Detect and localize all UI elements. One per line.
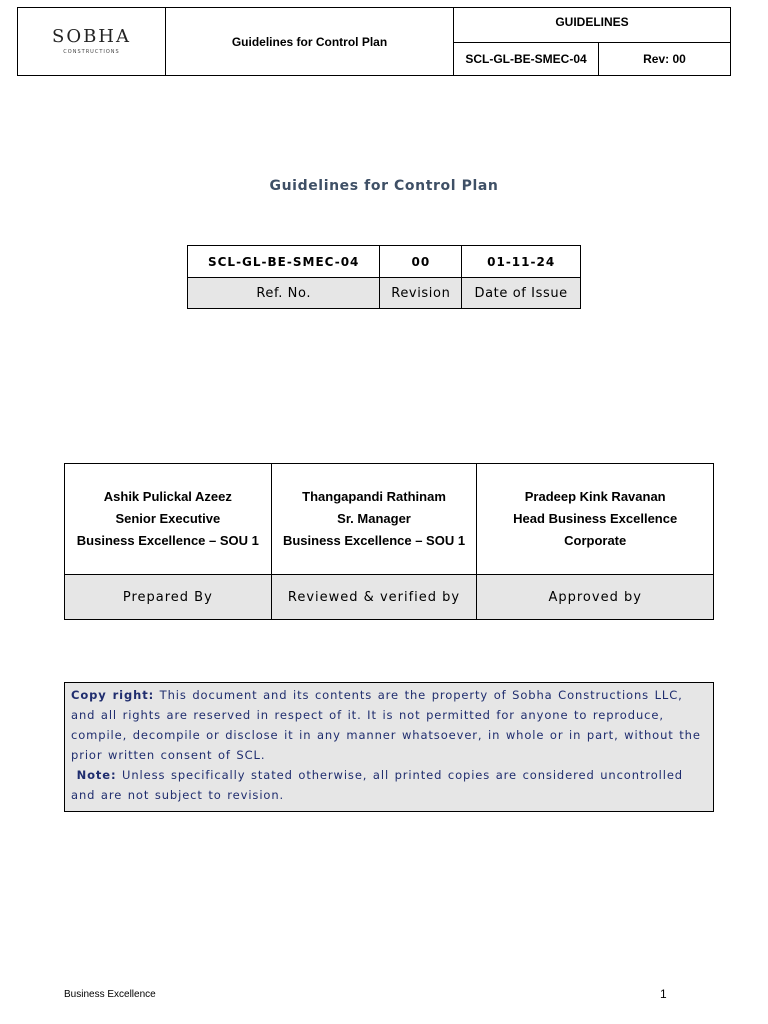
prepared-by-label: Prepared By (65, 575, 272, 620)
revision-label: Revision (380, 278, 462, 309)
logo-wordmark: SOBHA (51, 26, 131, 47)
date-of-issue-value: 01-11-24 (462, 246, 581, 278)
table-row (188, 246, 581, 278)
header-title: Guidelines for Control Plan (166, 8, 454, 75)
preparer-name: Ashik Pulickal Azeez (103, 489, 232, 504)
copyright-text: This document and its contents are the property of Sobha Constructions LLC, and all rights are reserved in respect of it. It is not permitted for anyone to reproduce, compile, decompile or disclose it in any manner whatsoever, in whole or in part, without the prior written consent of SCL. (71, 688, 701, 762)
header-doc-type: GUIDELINES (454, 8, 730, 43)
approver-title: Head Business Excellence (513, 511, 678, 526)
reviewer-dept: Business Excellence – SOU 1 (282, 533, 466, 548)
preparer-cell (65, 464, 272, 575)
note-text: Unless specifically stated otherwise, all printed copies are considered uncontrolled and are not subject to revision. (71, 768, 684, 802)
reviewer-cell (271, 464, 477, 575)
approver-cell (477, 464, 714, 575)
ref-no-label: Ref. No. (188, 278, 380, 309)
logo-subtext: CONSTRUCTIONS (63, 49, 120, 55)
header-revision: Rev: 00 (643, 52, 686, 66)
footer-department: Business Excellence (64, 989, 156, 1000)
note-label: Note: (76, 768, 117, 782)
table-row (65, 464, 714, 575)
table-row (188, 278, 581, 309)
approver-name: Pradeep Kink Ravanan (524, 489, 666, 504)
copyright-notice (64, 682, 714, 812)
reference-table (187, 245, 581, 309)
page-number: 1 (660, 987, 667, 1001)
preparer-title: Senior Executive (115, 511, 221, 526)
company-logo (18, 8, 166, 75)
approval-table (64, 463, 714, 620)
reviewer-name: Thangapandi Rathinam (302, 489, 446, 504)
date-of-issue-label: Date of Issue (462, 278, 581, 309)
preparer-dept: Business Excellence – SOU 1 (76, 533, 259, 548)
ref-no-value: SCL-GL-BE-SMEC-04 (188, 246, 380, 278)
reviewer-title: Sr. Manager (337, 511, 411, 526)
approved-by-label: Approved by (477, 575, 714, 620)
document-title: Guidelines for Control Plan (269, 178, 499, 194)
reviewed-by-label: Reviewed & verified by (271, 575, 477, 620)
revision-value: 00 (380, 246, 462, 278)
document-header (17, 7, 731, 76)
header-ref-no: SCL-GL-BE-SMEC-04 (454, 43, 599, 75)
approver-dept: Corporate (564, 533, 627, 548)
copyright-label: Copy right: (71, 688, 155, 702)
table-row (65, 575, 714, 620)
